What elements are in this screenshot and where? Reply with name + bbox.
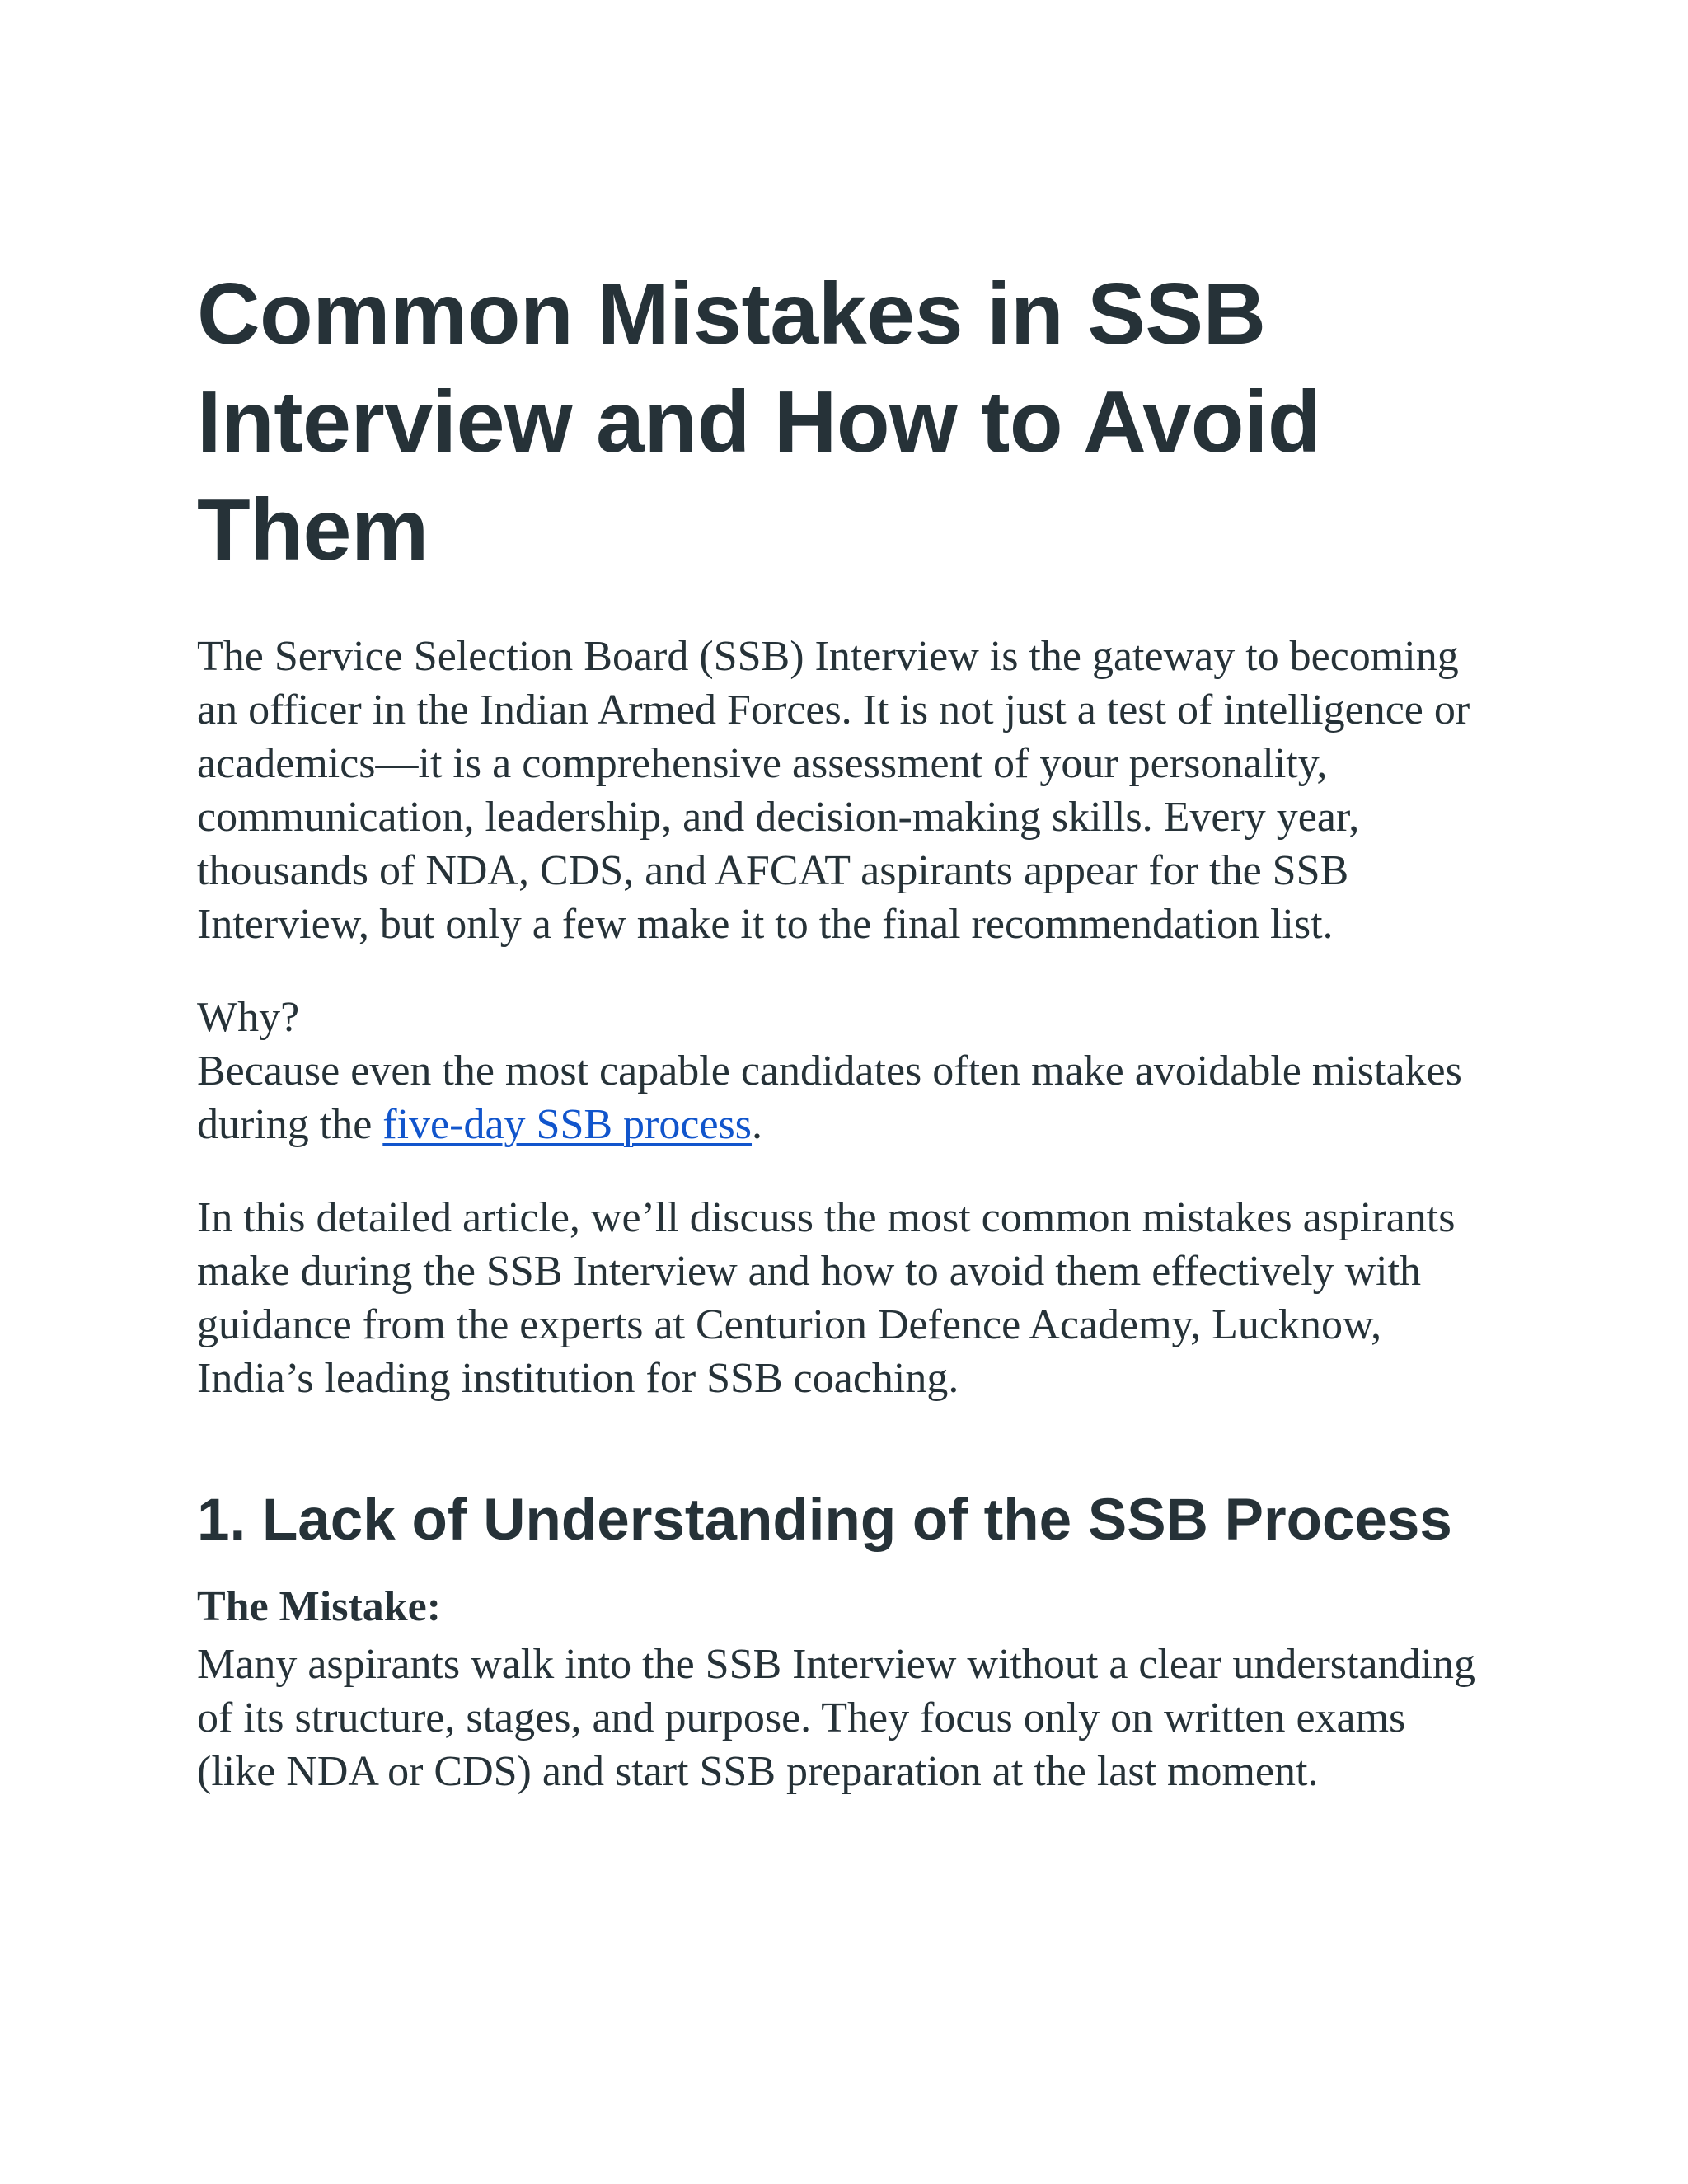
article-title: Common Mistakes in SSB Interview and How to Avoid Them (197, 265, 1321, 579)
the-mistake-subheading: The Mistake: (197, 1583, 442, 1630)
article-overview-paragraph: In this detailed article, we’ll discuss the most common mistakes aspirants make during the SSB Interview and how to avoid them effectively with guidance from the experts at Centurion Defence Academy, Lucknow, India’s leading institution for SSB coaching. (197, 1194, 1456, 1402)
why-paragraph (197, 991, 1507, 1151)
document-page (197, 260, 1507, 1798)
section-1-heading: 1. Lack of Understanding of the SSB Process (197, 1488, 1452, 1553)
why-text-before: Because even the most capable candidates often make avoidable mistakes during the (197, 1047, 1462, 1148)
five-day-ssb-process-link[interactable]: five-day SSB process (382, 1101, 753, 1148)
section-1-paragraph: Many aspirants walk into the SSB Interview without a clear understanding of its structure, stages, and purpose. They focus only on written exams (like NDA or CDS) and start SSB preparation at the last moment. (197, 1641, 1476, 1795)
intro-paragraph: The Service Selection Board (SSB) Interview is the gateway to becoming an officer in the Indian Armed Forces. It is not just a test of intelligence or academics—it is a comprehensive assessment of your personality, communication, leadership, and decision-making skills. Every year, thousands of NDA, CDS, and AFCAT aspirants appear for the SSB Interview, but only a few make it to the final recommendation list. (197, 633, 1470, 948)
why-label: Why? (197, 994, 300, 1041)
why-text-after: . (752, 1101, 763, 1148)
